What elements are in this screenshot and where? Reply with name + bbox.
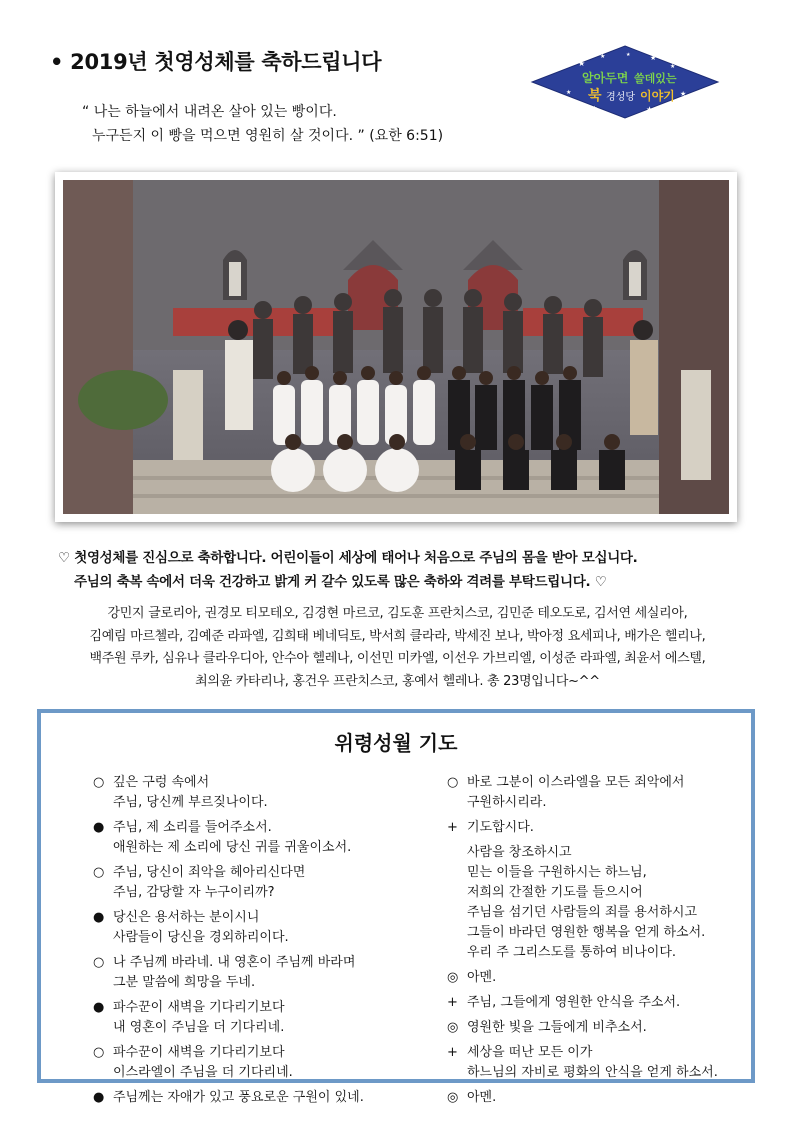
verse-text: 파수꾼이 새벽을 기다리기보다	[113, 1000, 285, 1015]
bible-verse	[82, 100, 443, 148]
prayer-verse	[93, 998, 423, 1038]
svg-text:★: ★	[600, 53, 606, 60]
prayer-verse	[447, 1088, 747, 1108]
prayer-verse	[447, 818, 747, 838]
congratulations-message	[58, 546, 638, 594]
logo-line1-a: 알아두면	[582, 71, 629, 85]
page-title: • 2019년 첫영성체를 축하드립니다	[50, 50, 382, 74]
verse-marker: +	[447, 1045, 458, 1060]
prayer-body	[447, 843, 747, 963]
prayer-verse	[447, 1018, 747, 1038]
verse-text: 영원한 빛을 그들에게 비추소서.	[467, 1020, 647, 1035]
verse-text: 그분 말씀에 희망을 두네.	[113, 975, 256, 990]
verse-marker: ○	[93, 865, 105, 880]
verse-marker: ◎	[447, 970, 459, 985]
names-line: 강민지 글로리아, 권경모 티모테오, 김경현 마르코, 김도훈 프란치스코, 김민준 테오도로, 김서연 세실리아,	[107, 606, 688, 621]
church-group-photo-illustration	[63, 180, 729, 514]
logo-line2-c: 이야기	[640, 89, 675, 103]
verse-text: 주님, 제 소리를 들어주소서.	[113, 820, 272, 835]
verse-text: 내 영혼이 주님을 더 기다리네.	[113, 1020, 285, 1035]
verse-marker: ◎	[447, 1090, 459, 1105]
verse-marker: ○	[93, 775, 105, 790]
verse-marker: +	[447, 995, 458, 1010]
verse-text: 이스라엘이 주님을 더 기다리네.	[113, 1065, 293, 1080]
verse-marker: ○	[93, 1045, 105, 1060]
prayer-left-column	[93, 773, 423, 1113]
verse-text: 세상을 떠난 모든 이가	[467, 1045, 593, 1060]
verse-text: 바로 그분이 이스라엘을 모든 죄악에서	[467, 775, 685, 790]
verse-text: 아멘.	[467, 970, 497, 985]
logo-line2-b: 경성당	[606, 92, 635, 103]
prayer-verse	[447, 993, 747, 1013]
svg-text:★: ★	[670, 63, 676, 70]
verse-text: 나 주님께 바라네. 내 영혼이 주님께 바라며	[113, 955, 356, 970]
verse-text: 사람을 창조하시고	[467, 845, 572, 860]
verse-text: 주님, 당신이 죄악을 헤아리신다면	[113, 865, 306, 880]
svg-text:★: ★	[592, 105, 598, 112]
verse-text: 주님, 그들에게 영원한 안식을 주소서.	[467, 995, 681, 1010]
logo-line1-b: 쓸데있는	[634, 72, 677, 85]
prayer-verse	[447, 1043, 747, 1083]
verse-text: 파수꾼이 새벽을 기다리기보다	[113, 1045, 285, 1060]
prayer-title: 위령성월 기도	[334, 731, 458, 755]
verse-marker: +	[447, 820, 458, 835]
verse-text: 주님을 섬기던 사람들의 죄를 용서하시고	[467, 905, 698, 920]
verse-marker: ○	[93, 955, 105, 970]
names-line: 백주원 루카, 심유나 클라우디아, 안수아 헬레나, 이선민 미카엘, 이선우 가브리엘, 이성준 라파엘, 최윤서 에스텔,	[89, 651, 706, 666]
verse-text: 주님, 당신께 부르짖나이다.	[113, 795, 268, 810]
verse-marker: ○	[447, 775, 459, 790]
prayer-verse	[93, 1088, 423, 1108]
parish-story-logo	[530, 44, 720, 120]
svg-text:★: ★	[566, 89, 572, 96]
prayer-box	[37, 709, 755, 1105]
prayer-verse	[93, 773, 423, 813]
verse-text: 우리 주 그리스도를 통하여 비나이다.	[467, 945, 677, 960]
verse-text: 사람들이 당신을 경외하리이다.	[113, 930, 289, 945]
svg-text:★: ★	[578, 59, 586, 68]
prayer-verse	[93, 1043, 423, 1083]
verse-text: 주님께는 자애가 있고 풍요로운 구원이 있네.	[113, 1090, 364, 1105]
svg-text:★: ★	[626, 52, 631, 58]
verse-text: 기도합시다.	[467, 820, 534, 835]
verse-text: 저희의 간절한 기도를 들으시어	[467, 885, 643, 900]
prayer-verse	[447, 968, 747, 988]
prayer-verse	[93, 818, 423, 858]
prayer-right-column	[447, 773, 747, 1113]
verse-marker: ●	[93, 910, 105, 925]
verse-text: 깊은 구렁 속에서	[113, 775, 210, 790]
congrats-line-1: ♡ 첫영성체를 진심으로 축하합니다. 어린이들이 세상에 태어나 처음으로 주님의 몸을 받아 모십니다.	[58, 550, 638, 566]
congrats-line-2: 주님의 축복 속에서 더욱 건강하고 밝게 커 갈수 있도록 많은 축하와 격려를 부탁드립니다. ♡	[74, 574, 607, 590]
group-photo-frame	[55, 172, 737, 522]
verse-line-2: 누구든지 이 빵을 먹으면 영원히 살 것이다. ” (요한 6:51)	[92, 128, 444, 144]
verse-line-1: “ 나는 하늘에서 내려온 살아 있는 빵이다.	[82, 104, 337, 120]
verse-text: 믿는 이들을 구원하시는 하느님,	[467, 865, 647, 880]
prayer-verse	[93, 953, 423, 993]
communicants-name-list	[55, 603, 740, 693]
group-photo	[63, 180, 729, 514]
names-line: 김예림 마르첼라, 김예준 라파엘, 김희태 베네딕토, 박서희 클라라, 박세진 보나, 박아정 요세피나, 배가은 헬리나,	[89, 628, 706, 644]
verse-marker: ●	[93, 1090, 105, 1105]
logo-line2-a: 북	[588, 88, 602, 104]
svg-text:★: ★	[646, 105, 654, 114]
prayer-verse	[93, 908, 423, 948]
prayer-verse	[447, 773, 747, 813]
prayer-verse	[93, 863, 423, 903]
names-line: 최의윤 카타리나, 홍건우 프란치스코, 홍예서 헬레나. 총 23명입니다~^^	[195, 673, 600, 689]
verse-marker	[447, 843, 467, 963]
verse-text: 하느님의 자비로 평화의 안식을 얻게 하소서.	[467, 1065, 718, 1080]
verse-text: 그들이 바라던 영원한 행복을 얻게 하소서.	[467, 925, 706, 940]
verse-text: 애원하는 제 소리에 당신 귀를 귀울이소서.	[113, 840, 352, 855]
verse-marker: ◎	[447, 1020, 459, 1035]
verse-marker: ●	[93, 820, 105, 835]
verse-text: 구원하시리라.	[467, 795, 547, 810]
verse-marker: ●	[93, 1000, 105, 1015]
verse-text: 주님, 감당할 자 누구이리까?	[113, 885, 275, 900]
svg-text:★: ★	[680, 90, 687, 98]
svg-text:★: ★	[650, 54, 657, 62]
verse-text: 당신은 용서하는 분이시니	[113, 910, 260, 925]
verse-text: 아멘.	[467, 1090, 497, 1105]
